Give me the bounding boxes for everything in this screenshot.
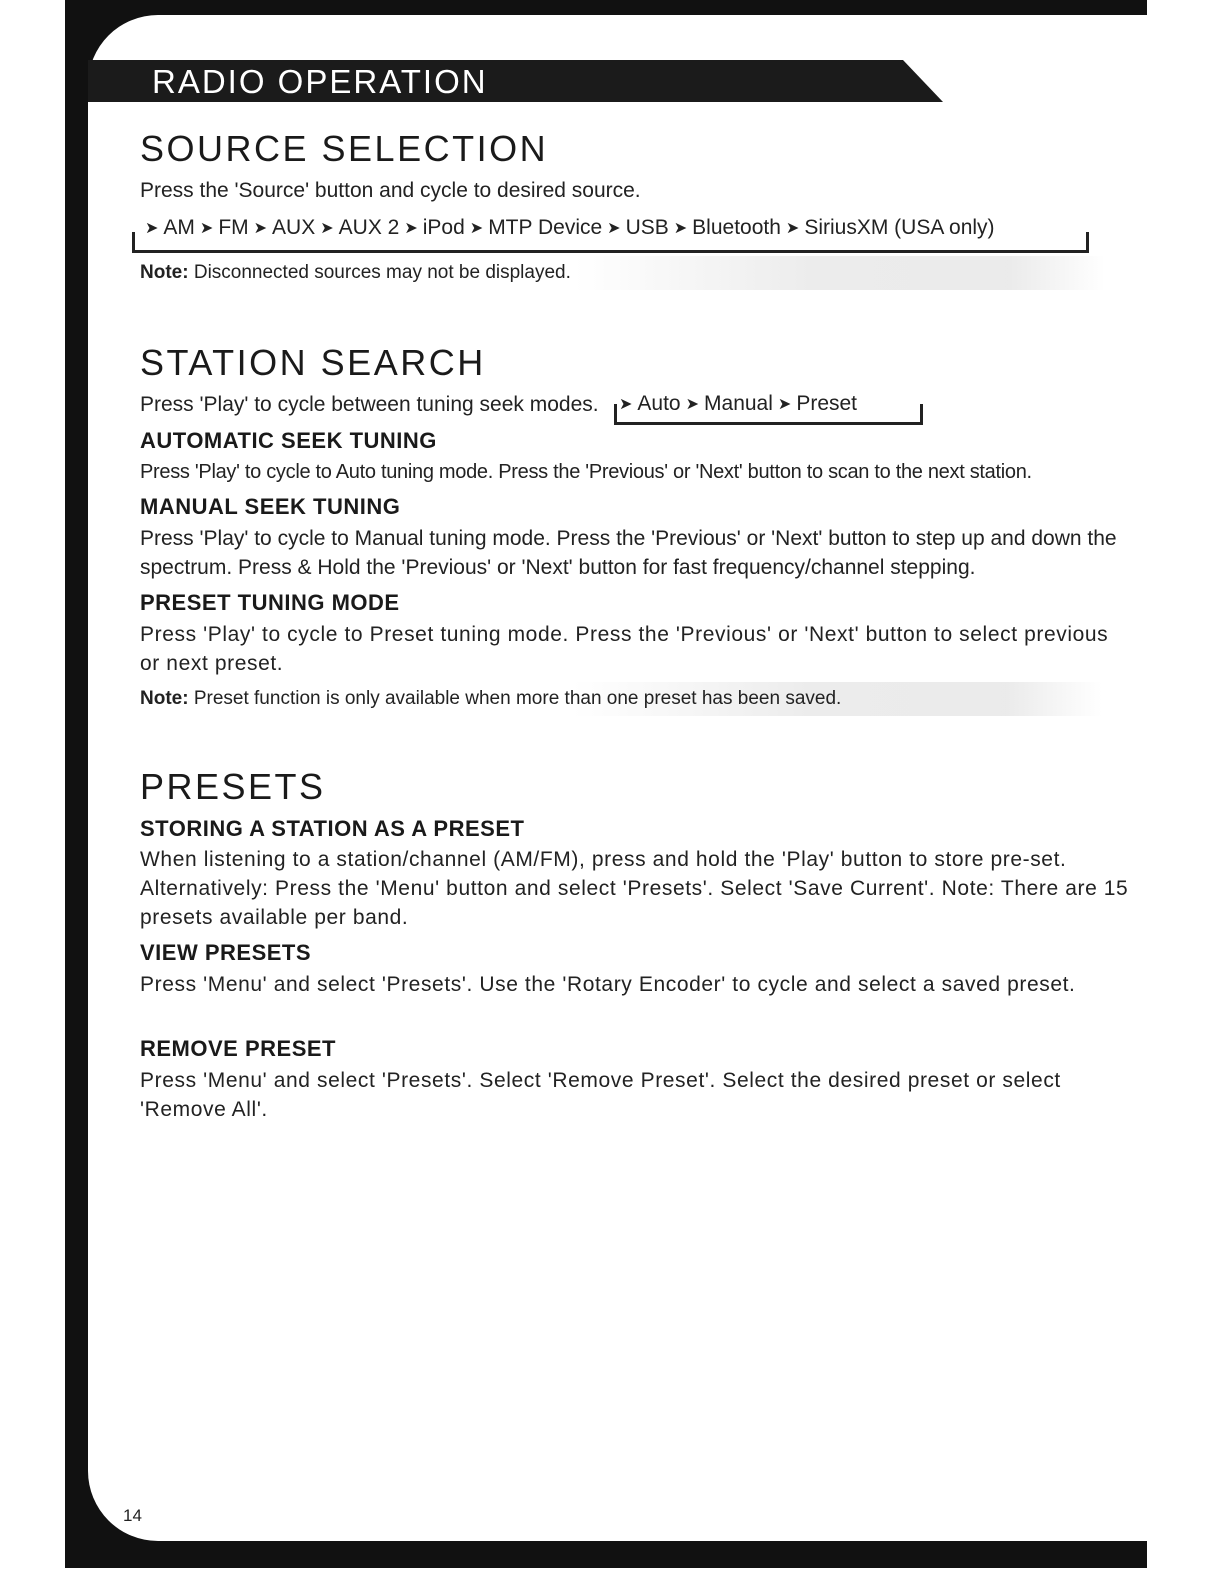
source-selection-note bbox=[140, 256, 1105, 290]
automatic-seek-text: Press 'Play' to cycle to Auto tuning mode. Press the 'Previous' or 'Next' button to scan to the next station. bbox=[140, 461, 1032, 483]
arrow-right-icon: ➤ bbox=[469, 220, 484, 237]
source-cycle-diagram bbox=[140, 216, 995, 240]
arrow-right-icon: ➤ bbox=[607, 220, 621, 237]
source-item: Bluetooth bbox=[692, 216, 781, 239]
arrow-right-icon: ➤ bbox=[404, 220, 418, 237]
page-margin bbox=[1147, 0, 1224, 1584]
arrow-right-icon: ➤ bbox=[145, 220, 159, 237]
note-label: Note: bbox=[140, 262, 189, 283]
arrow-right-icon: ➤ bbox=[673, 220, 688, 237]
section-title-source-selection: SOURCE SELECTION bbox=[140, 128, 549, 169]
source-item: AM bbox=[163, 216, 195, 239]
source-item: MTP Device bbox=[488, 216, 603, 239]
note-text: Disconnected sources may not be displayed. bbox=[188, 262, 571, 283]
preset-function-note bbox=[140, 682, 1102, 716]
subheading-manual-seek-tuning: MANUAL SEEK TUNING bbox=[140, 494, 401, 519]
subheading-automatic-seek-tuning: AUTOMATIC SEEK TUNING bbox=[140, 428, 437, 453]
manual-seek-text: Press 'Play' to cycle to Manual tuning mode. Press the 'Previous' or 'Next' button to step up and down the spectrum. Press & Hold the 'Previous' or 'Next' button for fast frequency/channel stepping. bbox=[140, 527, 1117, 579]
arrow-right-icon: ➤ bbox=[320, 220, 334, 237]
remove-preset-text: Press 'Menu' and select 'Presets'. Select 'Remove Preset'. Select the desired preset or select 'Remove All'. bbox=[140, 1069, 1061, 1121]
note-text: Preset function is only available when more than one preset has been saved. bbox=[188, 688, 842, 709]
page-number: 14 bbox=[123, 1506, 142, 1525]
source-item: iPod bbox=[422, 216, 465, 239]
seek-mode-item: Auto bbox=[637, 392, 681, 415]
note-label: Note: bbox=[140, 688, 189, 709]
subheading-preset-tuning-mode: PRESET TUNING MODE bbox=[140, 590, 400, 615]
arrow-right-icon: ➤ bbox=[685, 396, 700, 413]
preset-tuning-text: Press 'Play' to cycle to Preset tuning mode. Press the 'Previous' or 'Next' button to select previous or next preset. bbox=[140, 623, 1109, 675]
subheading-storing-preset: STORING A STATION AS A PRESET bbox=[140, 816, 525, 841]
source-item: AUX 2 bbox=[338, 216, 400, 239]
section-title-station-search: STATION SEARCH bbox=[140, 342, 486, 383]
seek-mode-item: Manual bbox=[704, 392, 773, 415]
source-item: FM bbox=[218, 216, 249, 239]
subheading-view-presets: VIEW PRESETS bbox=[140, 940, 312, 965]
arrow-right-icon: ➤ bbox=[253, 220, 268, 237]
source-item: USB bbox=[625, 216, 669, 239]
arrow-right-icon: ➤ bbox=[199, 220, 214, 237]
source-item: AUX bbox=[272, 216, 316, 239]
source-item: SiriusXM (USA only) bbox=[804, 216, 995, 239]
seek-mode-item: Preset bbox=[796, 392, 858, 415]
arrow-right-icon: ➤ bbox=[619, 396, 633, 413]
station-search-intro: Press 'Play' to cycle between tuning seek modes. bbox=[140, 393, 599, 416]
source-selection-intro: Press the 'Source' button and cycle to desired source. bbox=[140, 179, 641, 202]
page-margin-bottom bbox=[0, 1568, 1224, 1584]
arrow-right-icon: ➤ bbox=[785, 220, 800, 237]
storing-preset-text: When listening to a station/channel (AM/FM), press and hold the 'Play' button to store pre-set. Alternatively: Press the 'Menu' button and select 'Presets'. Select 'Save Current'. Note: There are 15 presets available per band. bbox=[140, 848, 1129, 929]
section-title-presets: PRESETS bbox=[140, 766, 326, 807]
arrow-right-icon: ➤ bbox=[777, 396, 792, 413]
subheading-remove-preset: REMOVE PRESET bbox=[140, 1036, 336, 1061]
view-presets-text: Press 'Menu' and select 'Presets'. Use the 'Rotary Encoder' to cycle and select a saved preset. bbox=[140, 973, 1076, 996]
seek-mode-cycle-diagram bbox=[614, 392, 857, 416]
page-title: RADIO OPERATION bbox=[152, 63, 488, 100]
